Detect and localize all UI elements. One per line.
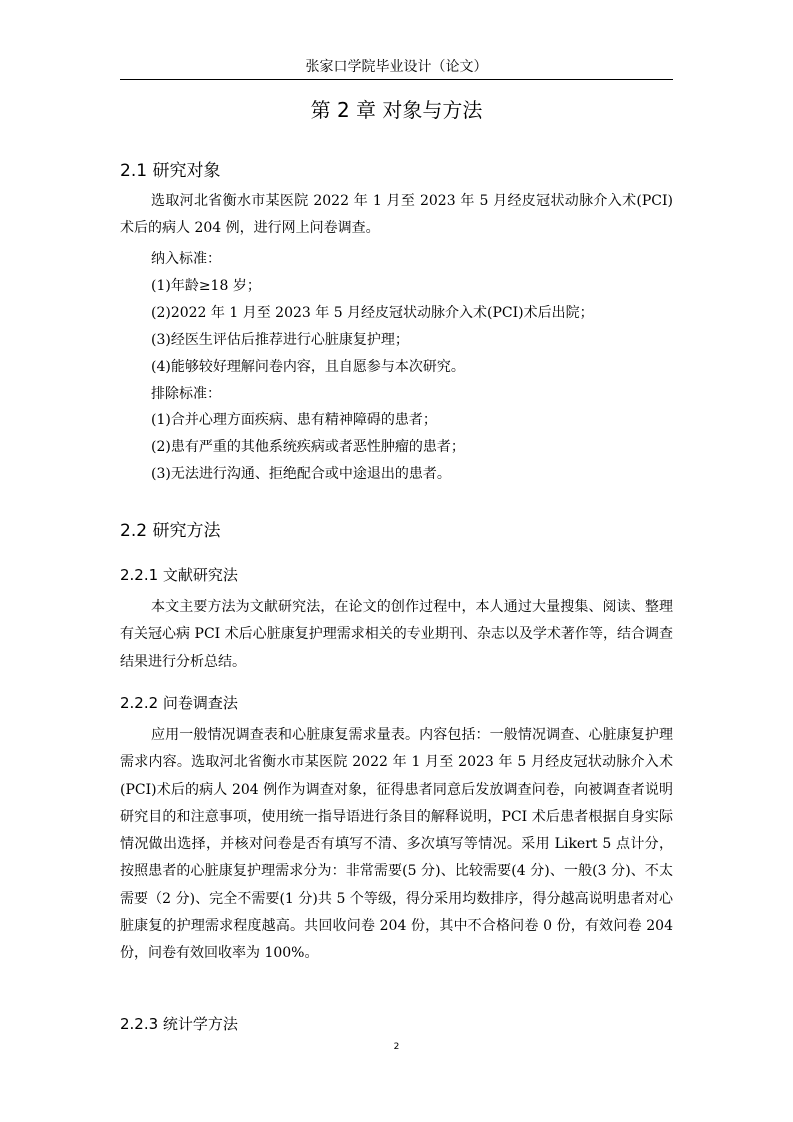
exclusion-item: (3)无法进行沟通、拒绝配合或中途退出的患者。 — [151, 466, 451, 482]
inclusion-item: (2)2022 年 1 月至 2023 年 5 月经皮冠状动脉介入术(PCI)术后出院； — [151, 305, 594, 321]
inclusion-item: (1)年龄≥18 岁； — [151, 278, 261, 294]
inclusion-item: (3)经医生评估后推荐进行心脏康复护理； — [151, 332, 409, 348]
section-2-1-intro: 选取河北省衡水市某医院 2022 年 1 月至 2023 年 5 月经皮冠状动脉介入术(PCI)术后的病人 204 例，进行网上问卷调查。 — [120, 193, 673, 237]
inclusion-item: (4)能够较好理解问卷内容，且自愿参与本次研究。 — [151, 359, 465, 375]
page-number: 2 — [393, 1042, 400, 1052]
subsection-heading-2-2-1: 2.2.1 文献研究法 — [120, 566, 238, 584]
subsection-2-2-1-text: 本文主要方法为文献研究法，在论文的创作过程中，本人通过大量搜集、阅读、整理有关冠心病 PCI 术后心脏康复护理需求相关的专业期刊、杂志以及学术著作等，结合调查结果进行分析总结。 — [120, 599, 673, 670]
subsection-heading-2-2-3: 2.2.3 统计学方法 — [120, 1015, 238, 1033]
section-heading-2-1: 2.1 研究对象 — [120, 161, 221, 181]
running-header: 张家口学院毕业设计（论文） — [305, 59, 488, 75]
subsection-2-2-2-text: 应用一般情况调查表和心脏康复需求量表。内容包括：一般情况调查、心脏康复护理需求内容。选取河北省衡水市某医院 2022 年 1 月至 2023 年 5 月经皮冠状动脉介入术(PCI)术后的病人 204 例作为调查对象，征得患者同意后发放调查问卷，向被调查者说明研究目的和注意事项，使用统一指导语进行条目的解释说明，PCI 术后患者根据自身实际情况做出选择，并核对问卷是否有填写不清、多次填写等情况。采用 Likert 5 点计分，按照患者的心脏康复护理需求分为：非常需要(5 分)、比较需要(4 分)、一般(3 分)、不太需要（2 分)、完全不需要(1 分)共 5 个等级，得分采用均数排序，得分越高说明患者对心脏康复的护理需求程度越高。共回收问卷 204 份，其中不合格问卷 0 份，有效问卷 204 份，问卷有效回收率为 100%。 — [120, 727, 673, 962]
header-rule — [120, 79, 673, 80]
exclusion-item: (1)合并心理方面疾病、患有精神障碍的患者； — [151, 412, 437, 428]
exclusion-label: 排除标准： — [151, 386, 221, 402]
chapter-title: 第 2 章 对象与方法 — [310, 98, 483, 122]
exclusion-item: (2)患有严重的其他系统疾病或者恶性肿瘤的患者； — [151, 439, 465, 455]
subsection-heading-2-2-2: 2.2.2 问卷调查法 — [120, 694, 238, 712]
inclusion-label: 纳入标准： — [151, 251, 221, 267]
section-heading-2-2: 2.2 研究方法 — [120, 521, 221, 541]
